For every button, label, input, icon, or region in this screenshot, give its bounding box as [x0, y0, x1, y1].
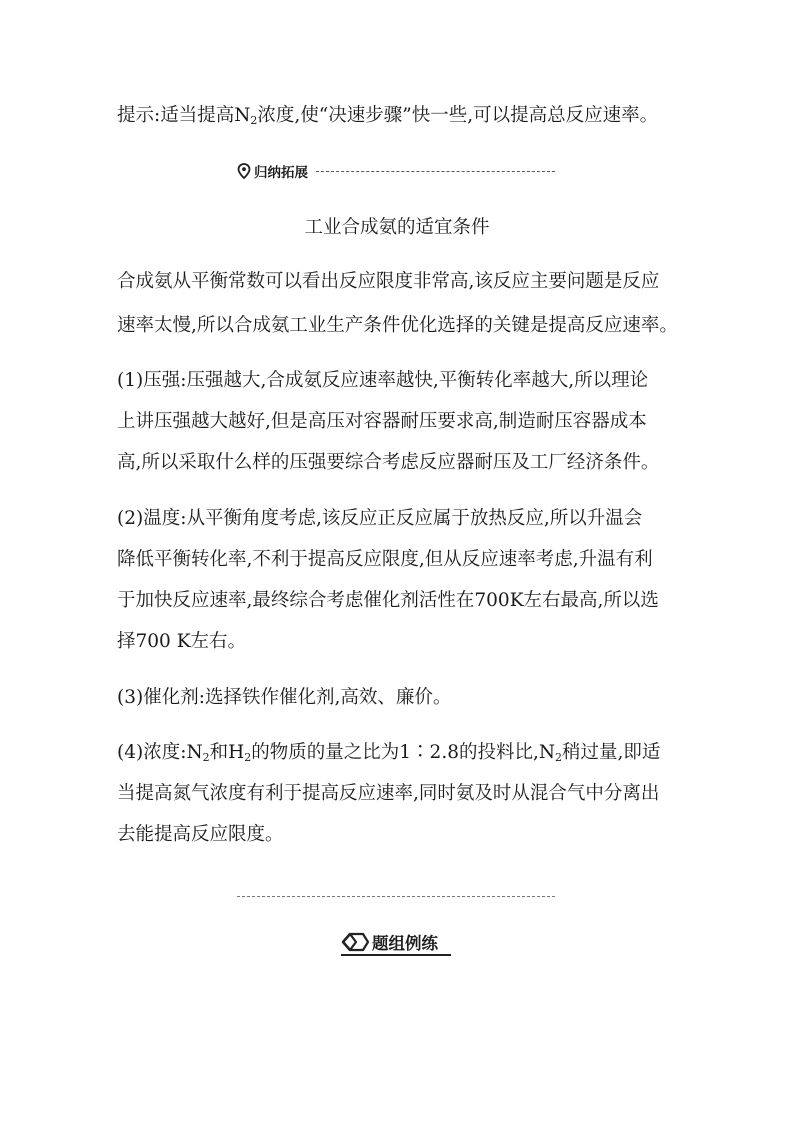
- conc-text-a: (4)浓度:N: [117, 742, 203, 763]
- concentration-line-3: 去能提高反应限度。: [117, 824, 284, 845]
- temperature-line-4: 择700 K左右。: [117, 631, 247, 652]
- hint-subscript: 2: [250, 114, 258, 127]
- section-header: [237, 160, 555, 182]
- temperature-line-3: 于加快反应速率,最终综合考虑催化剂活性在700K左右最高,所以选: [117, 590, 659, 611]
- intro-line-2: 速率太慢,所以合成氨工业生产条件优化选择的关键是提高反应速率。: [117, 315, 678, 336]
- hint-part-1: 提示:适当提高N: [117, 105, 251, 126]
- conc-text-b: 和H: [209, 742, 245, 763]
- pressure-line-1: (1)压强:压强越大,合成氨反应速率越快,平衡转化率越大,所以理论: [117, 370, 649, 391]
- dashed-divider: [237, 896, 555, 897]
- pressure-line-3: 高,所以采取什么样的压强要综合考虑反应器耐压及工厂经济条件。: [117, 452, 660, 473]
- concentration-line-1: [117, 741, 660, 765]
- practice-underline: [341, 954, 451, 956]
- hint-text: [117, 104, 658, 128]
- conc-subscript-2: 2: [244, 751, 252, 764]
- concentration-line-2: 当提高氮气浓度有利于提高反应速率,同时氨及时从混合气中分离出: [117, 783, 660, 804]
- temperature-line-1: (2)温度:从平衡角度考虑,该反应正反应属于放热反应,所以升温会: [117, 508, 643, 529]
- section-dashed-rule: [316, 171, 555, 172]
- hint-part-2: 浓度,使“决速步骤”快一些,可以提高总反应速率。: [257, 105, 659, 126]
- temperature-line-2: 降低平衡转化率,不利于提高反应限度,但从反应速率考虑,升温有利: [117, 549, 653, 570]
- double-chevron-icon: [341, 931, 369, 953]
- location-pin-icon: [237, 163, 251, 179]
- conc-subscript-3: 2: [555, 751, 563, 764]
- practice-title: 题组例练: [372, 934, 438, 953]
- heading: 工业合成氨的适宜条件: [304, 217, 490, 238]
- conc-text-c: 的物质的量之比为1∶2.8的投料比,N: [251, 742, 556, 763]
- catalyst-line: (3)催化剂:选择铁作催化剂,高效、廉价。: [117, 687, 452, 708]
- section-title: 归纳拓展: [254, 165, 308, 181]
- conc-subscript-1: 2: [202, 751, 210, 764]
- intro-line-1: 合成氨从平衡常数可以看出反应限度非常高,该反应主要问题是反应: [117, 271, 660, 292]
- conc-text-d: 稍过量,即适: [562, 742, 661, 763]
- pressure-line-2: 上讲压强越大越好,但是高压对容器耐压要求高,制造耐压容器成本: [117, 411, 647, 432]
- practice-header: [341, 928, 451, 956]
